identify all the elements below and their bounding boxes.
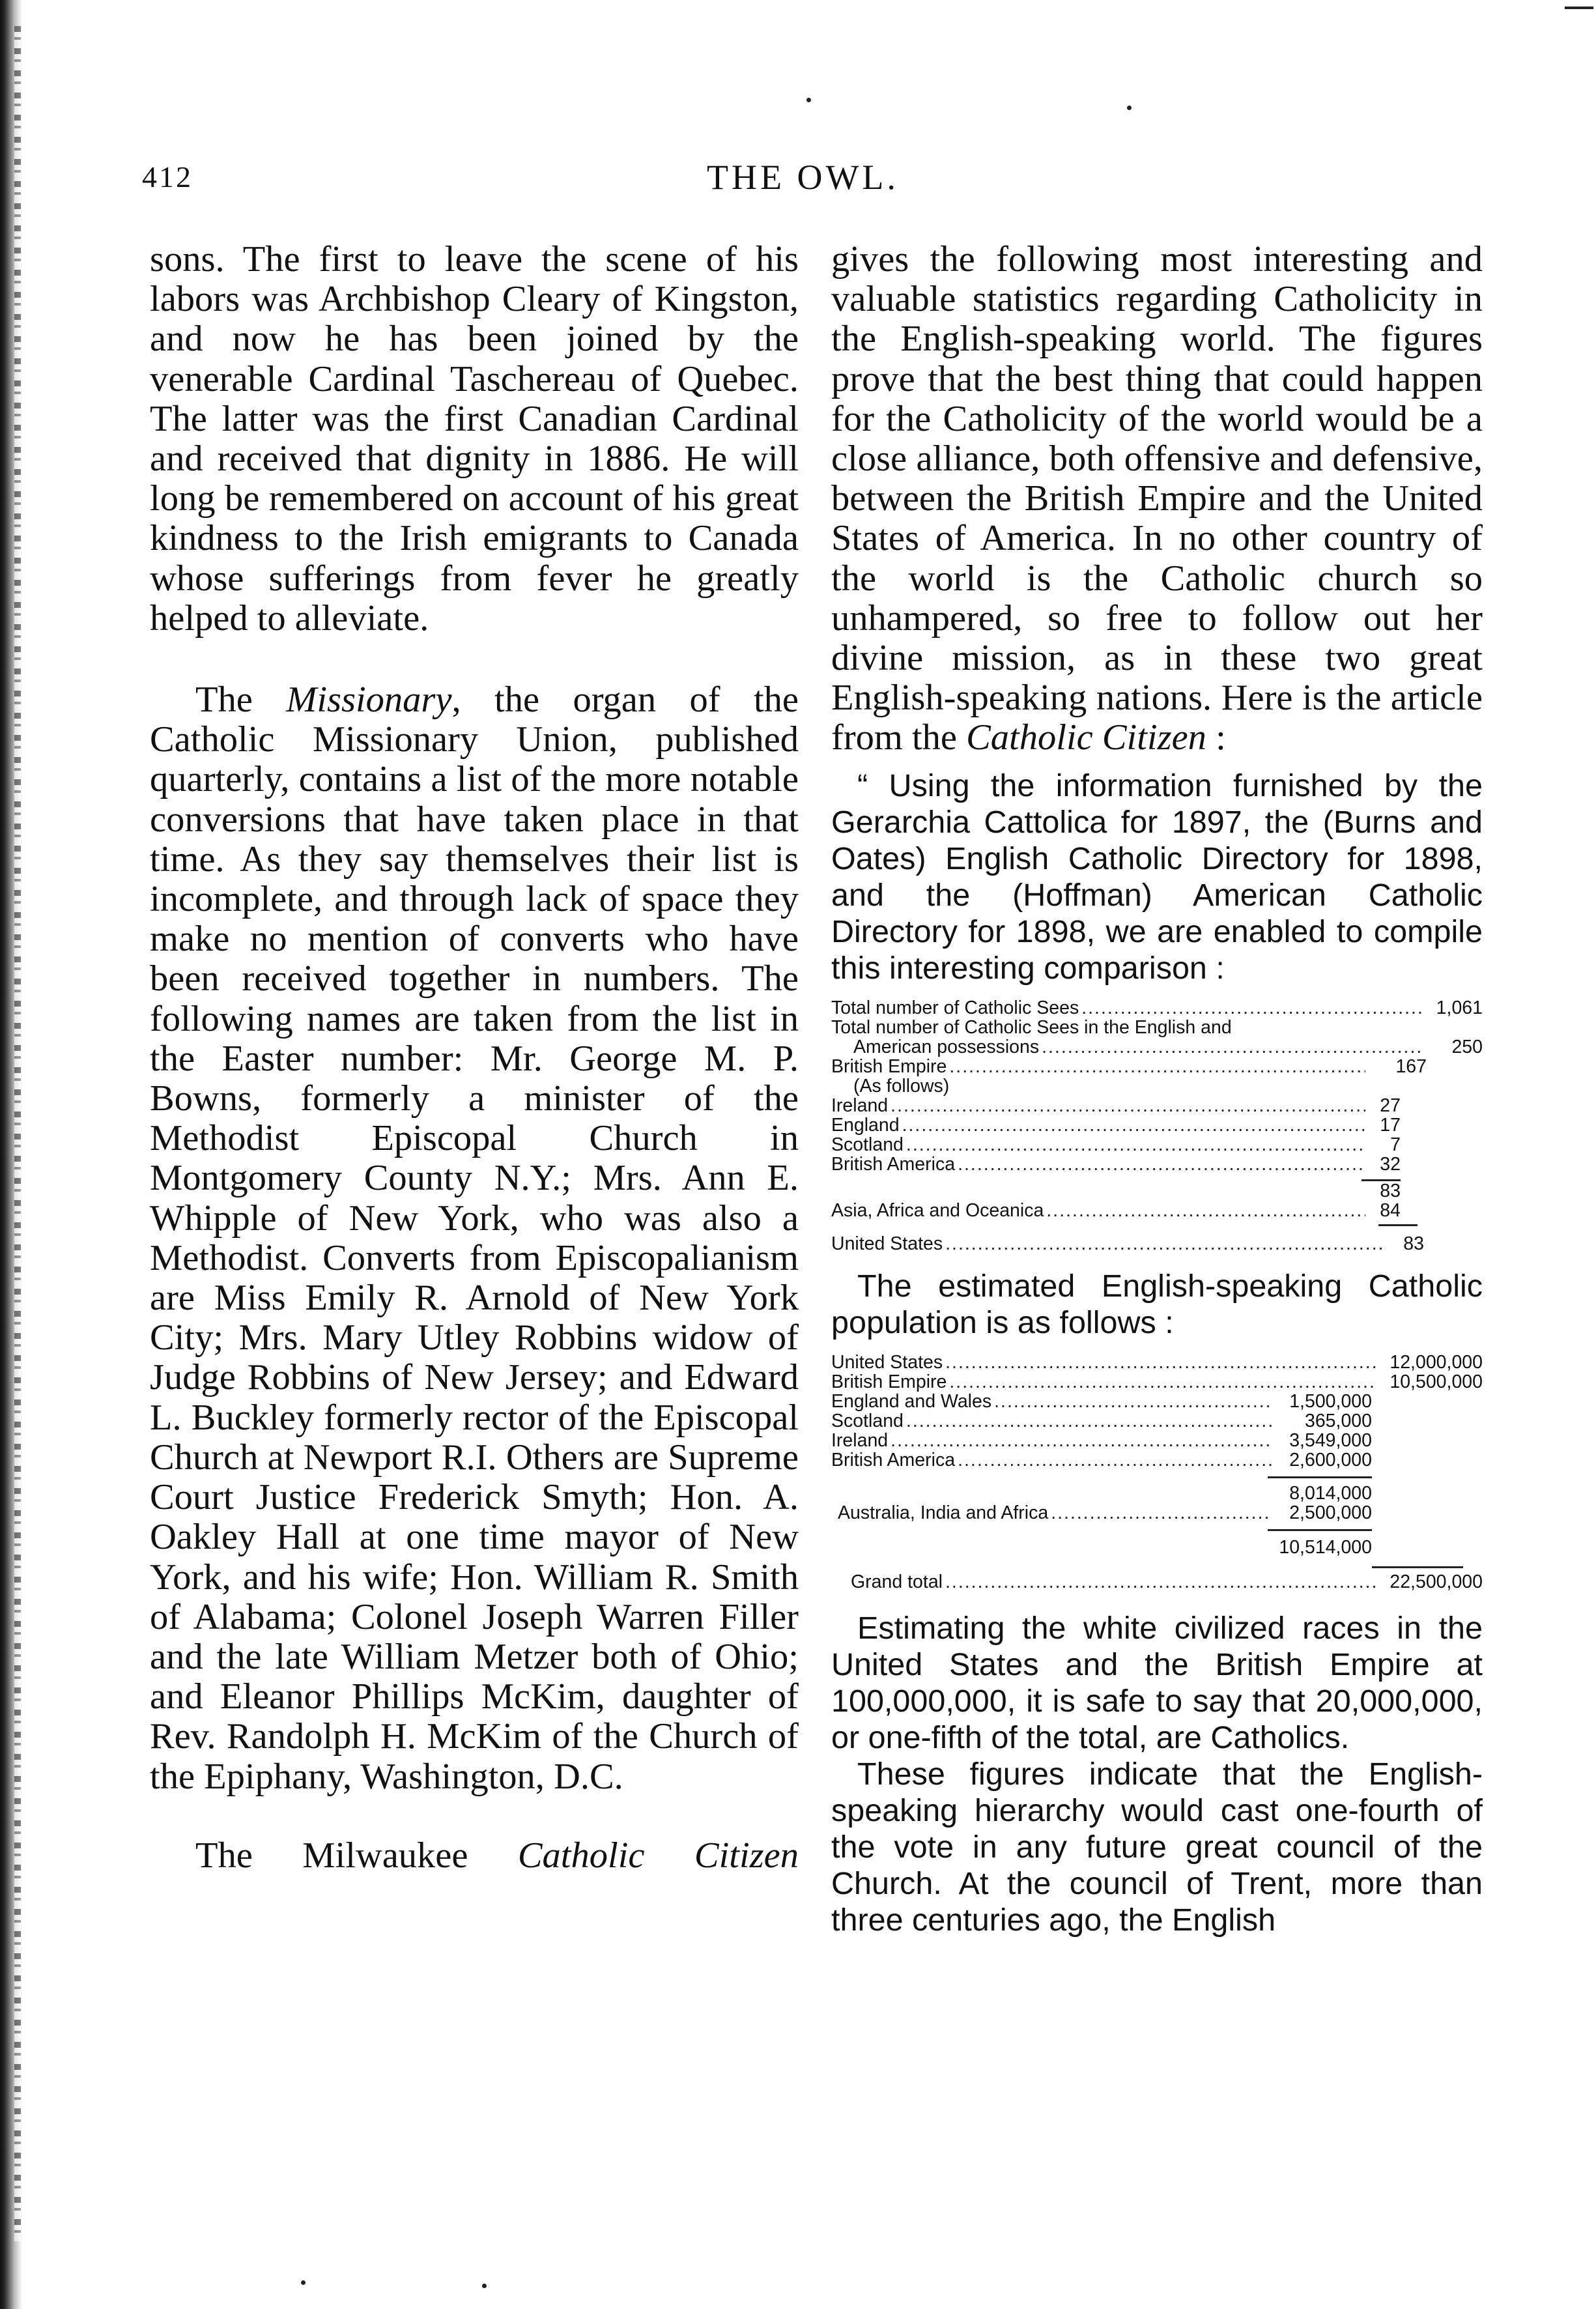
- quote-paragraph: “ Using the information furnished by the Gerarchia Cattolica for 1897, the (Burns and Oates) English Catholic Directory for 1898, and the (Hoffman) American Catholic Directory for 1898, we are enabled to compile this interesting comparison :: [831, 767, 1483, 986]
- scan-speck: [806, 98, 811, 102]
- quote-paragraph: These figures indicate that the English-speaking hierarchy would cast one-fourth of the vote in any future great council of the Church. At the council of Trent, more than three centuries ago, the English: [831, 1756, 1483, 1938]
- table-row: Grand total ..... 22,500,000: [831, 1572, 1483, 1592]
- table-row: Scotland ..... 7: [831, 1135, 1483, 1154]
- page-number: 412: [142, 160, 193, 194]
- paragraph: The Missionary, the organ of the Catholic Missionary Union, published quarterly, contains a list of the more notable conversions that have taken place in that time. As they say themselves their list is incomplete, and through lack of space they make no mention of converts who have been received together in numbers. The following names are taken from the list in the Easter number: Mr. George M. P. Bowns, formerly a minister of the Methodist Episcopal Church in Montgomery County N.Y.; Mrs. Ann E. Whipple of New York, who was also a Methodist. Converts from Episcopalianism are Miss Emily R. Arnold of New York City; Mrs. Mary Utley Robbins widow of Judge Robbins of New Jersey; and Edward L. Buckley formerly rector of the Episcopal Church at Newport R.I. Others are Supreme Court Justice Frederick Smyth; Hon. A. Oakley Hall at one time mayor of New York, and his wife; Hon. William R. Smith of Alabama; Colonel Joseph Warren Filler and the late William Metzer both of Ohio; and Eleanor Phillips McKim, daughter of Rev. Randolph H. McKim of the Church of the Epiphany, Washington, D.C.: [150, 680, 799, 1797]
- table-row: British America ..... 32: [831, 1154, 1483, 1174]
- italic-title: Catholic Citizen: [517, 1835, 799, 1876]
- table-row: Ireland ..... 27: [831, 1096, 1483, 1115]
- table-row: Australia, India and Africa ..... 2,500,000: [831, 1503, 1483, 1523]
- running-head: THE OWL.: [707, 158, 899, 197]
- italic-title: Missionary: [286, 680, 452, 721]
- table-row: Total number of Catholic Sees ..... 1,061: [831, 998, 1483, 1018]
- sum-rule: [1268, 1476, 1372, 1478]
- page-header: [0, 160, 1596, 212]
- quote-paragraph: The estimated English-speaking Catholic population is as follows :: [831, 1268, 1483, 1340]
- scan-speck: [482, 2284, 487, 2288]
- table-row: British Empire ..... 10,500,000: [831, 1372, 1483, 1392]
- paragraph: sons. The first to leave the scene of his labors was Archbishop Cleary of Kingston, and now he has been joined by the venerable Cardinal Taschereau of Quebec. The latter was the first Canadian Cardinal and received that dignity in 1886. He will long be remembered on account of his great kindness to the Irish emigrants to Canada whose sufferings from fever he greatly helped to alleviate.: [150, 239, 799, 638]
- right-column: [831, 240, 1483, 1938]
- table-row: United States ..... 83: [831, 1234, 1483, 1254]
- sum-rule: [1268, 1529, 1372, 1531]
- table-row: British America ..... 2,600,000: [831, 1450, 1483, 1470]
- table-row: (As follows): [853, 1075, 950, 1097]
- table-row: Asia, Africa and Oceanica ..... 84: [831, 1201, 1483, 1220]
- paragraph: gives the following most interesting and valuable statistics regarding Catholicity in the English-speaking world. The figures prove that the best thing that could happen for the Catholicity of the world would be a close alliance, both offensive and defensive, between the British Empire and the United States of America. In no other country of the world is the Catholic church so unhampered, so free to follow out her divine mission, as in these two great English-speaking nations. Here is the article from the Catholic Citizen :: [831, 239, 1483, 758]
- table-row: United States ..... 12,000,000: [831, 1353, 1483, 1372]
- subtotal: 83: [1380, 1180, 1401, 1201]
- population-table: [831, 1353, 1483, 1592]
- paragraph: The Milwaukee Catholic Citizen: [195, 1835, 799, 1876]
- table-row: British Empire ..... 167: [831, 1057, 1483, 1076]
- sees-table: [831, 998, 1483, 1254]
- table-row: Ireland ..... 3,549,000: [831, 1431, 1483, 1450]
- quote-paragraph: Estimating the white civilized races in the United States and the British Empire at 100,000,000, it is safe to say that 20,000,000, or one-fifth of the total, are Catholics.: [831, 1610, 1483, 1755]
- table-row: Scotland ..... 365,000: [831, 1411, 1483, 1431]
- table-row: Total number of Catholic Sees in the English and: [831, 1016, 1232, 1038]
- scan-binding-texture: [14, 26, 21, 2241]
- italic-title: Catholic Citizen: [966, 717, 1206, 758]
- scan-speck: [1127, 106, 1132, 110]
- sum-rule: [1378, 1224, 1418, 1226]
- subtotal: 10,514,000: [1279, 1536, 1372, 1558]
- sum-rule: [1372, 1566, 1463, 1568]
- subtotal: 8,014,000: [1289, 1482, 1372, 1504]
- table-row: England and Wales ..... 1,500,000: [831, 1392, 1483, 1411]
- left-column: [150, 240, 799, 1876]
- scan-speck: [301, 2280, 306, 2285]
- scan-corner-mark: [1565, 7, 1593, 9]
- table-row: England ..... 17: [831, 1115, 1483, 1135]
- table-row: American possessions ..... 250: [831, 1037, 1483, 1057]
